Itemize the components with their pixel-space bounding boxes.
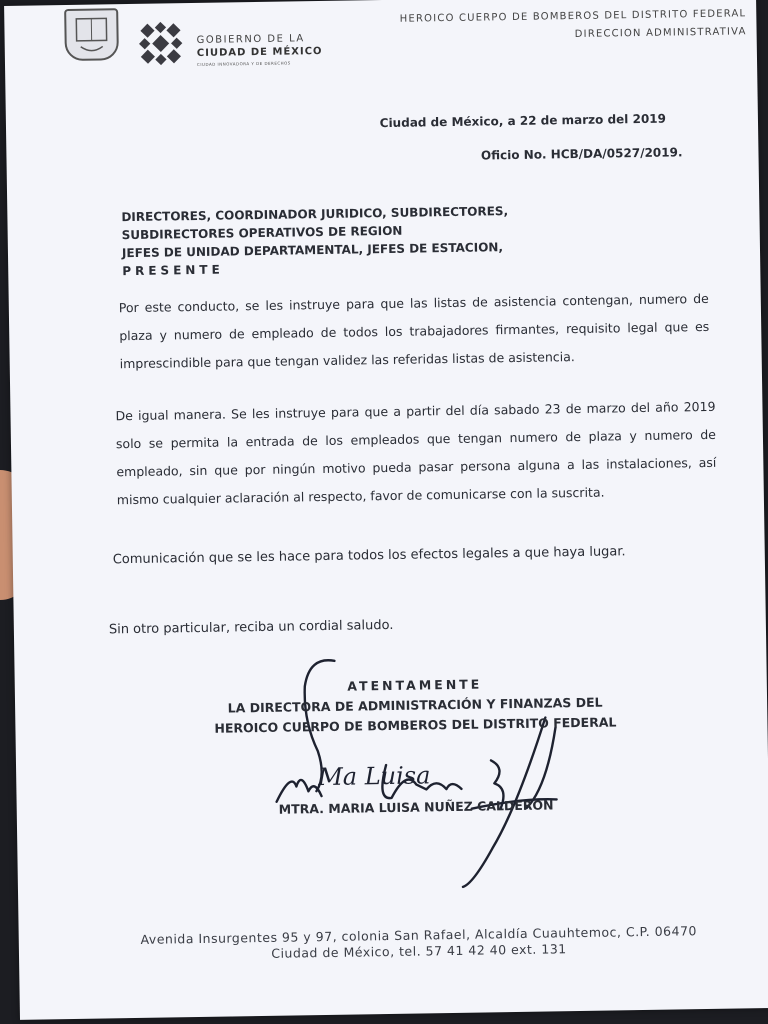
footer-address: Avenida Insurgentes 95 y 97, colonia San Rafael, Alcaldía Cuauhtemoc, C.P. 06470 (140, 923, 698, 947)
recipient-presente: PRESENTE (122, 262, 224, 279)
cdmx-logo-icon (136, 19, 185, 68)
oficio-number: Oficio No. HCB/DA/0527/2019. (480, 145, 683, 163)
paragraph-1: Por este conducto, se les instruye para que las listas de asistencia contengan, numero de plaza y numero de empleado de todos los trabajadores firmantes, requisito legal que es imprescindible para que tengan validez las referidas listas de asistencia. (118, 290, 710, 372)
gov-name-line1: GOBIERNO DE LA (196, 33, 305, 46)
recipient-line: DIRECTORES, COORDINADOR JURIDICO, SUBDIRECTORES, (121, 204, 509, 225)
paragraph-2: De igual manera. Se les instruye para que a partir del día sabado 23 de marzo del año 2019 solo se permita la entrada de los empleados que tengan numero de plaza y numero de empleado, sin que por ningún motivo pueda pasar persona alguna a las instalaciones, así mismo cualquier aclaración al respecto, favor de comunicarse con la suscrita. (115, 398, 717, 508)
signer-title-line1: LA DIRECTORA DE ADMINISTRACIÓN Y FINANZAS DEL (227, 694, 603, 716)
closing-salutation: ATENTAMENTE (347, 676, 483, 694)
department-name: HEROICO CUERPO DE BOMBEROS DEL DISTRITO FEDERAL (399, 8, 747, 25)
signature-handwriting: Ma Luisa (318, 761, 431, 792)
recipient-line: SUBDIRECTORES OPERATIVOS DE REGION (121, 223, 403, 243)
paragraph-4: Sin otro particular, reciba un cordial saludo. (108, 617, 394, 638)
department-division: DIRECCION ADMINISTRATIVA (574, 26, 747, 41)
gov-slogan: CIUDAD INNOVADORA Y DE DERECHOS (196, 60, 291, 67)
gov-name-line2: CIUDAD DE MÉXICO (196, 45, 323, 59)
signer-name: MTRA. MARIA LUISA NUÑEZ CALDERON (278, 797, 554, 817)
signer-title-line2: HEROICO CUERPO DE BOMBEROS DEL DISTRITO FEDERAL (214, 714, 617, 736)
paragraph-3: Comunicación que se les hace para todos los efectos legales a que haya lugar. (112, 544, 626, 568)
recipient-line: JEFES DE UNIDAD DEPARTAMENTAL, JEFES DE ESTACION, (121, 240, 504, 261)
place-date: Ciudad de México, a 22 de marzo del 2019 (379, 111, 667, 131)
coat-of-arms-icon (64, 8, 119, 61)
footer-contact: Ciudad de México, tel. 57 41 42 40 ext. 131 (271, 941, 567, 961)
letter-page (4, 0, 768, 1020)
